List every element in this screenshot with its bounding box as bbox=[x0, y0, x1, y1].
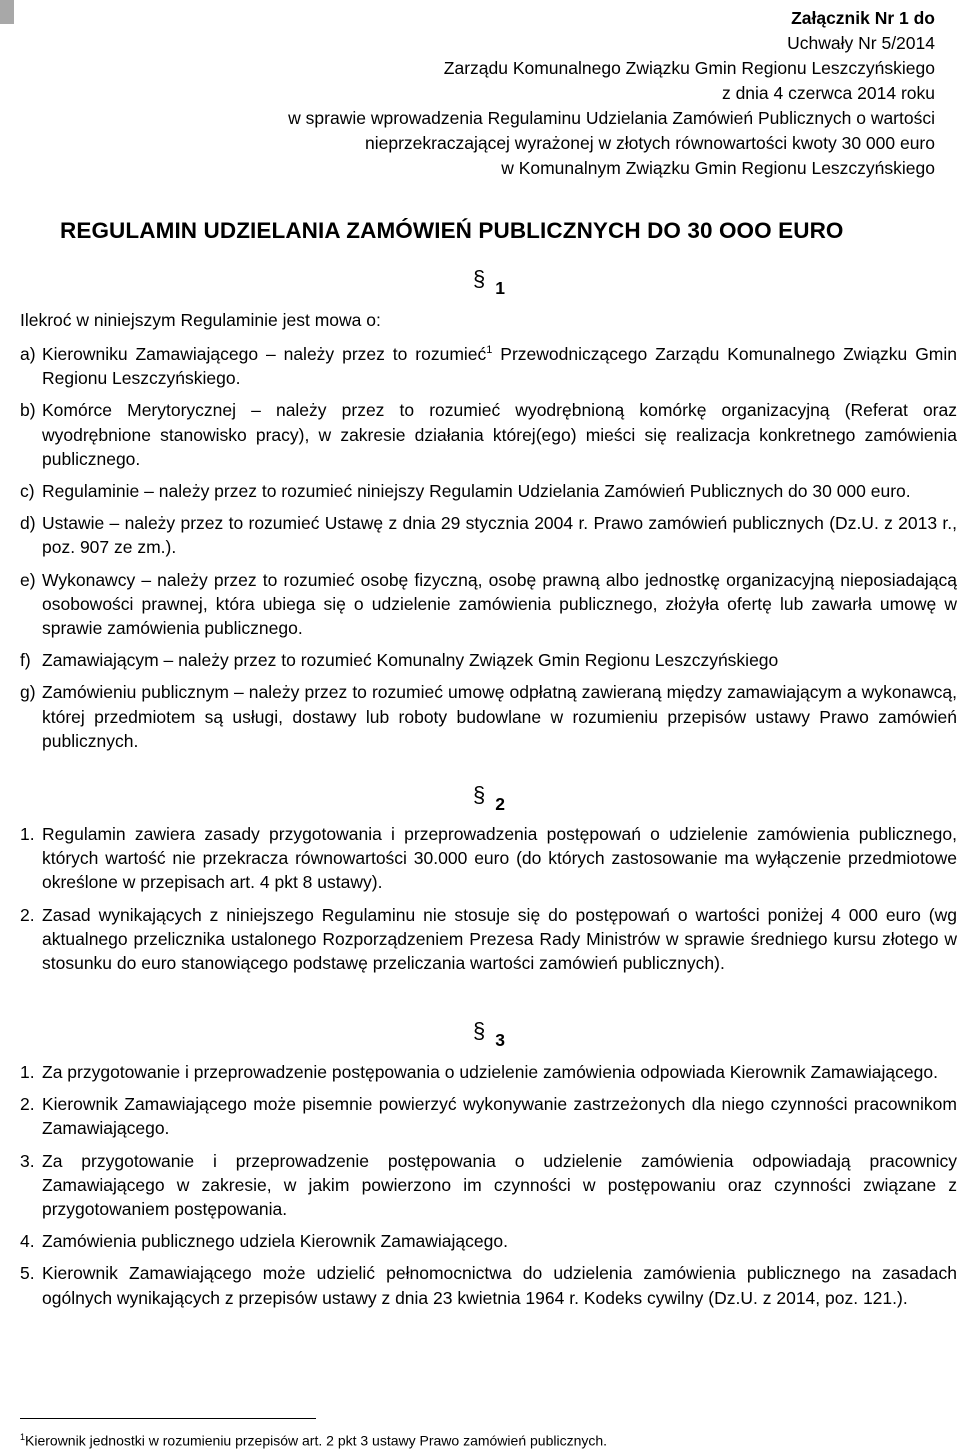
header-subject-2: nieprzekraczającej wyrażonej w złotych równowartości kwoty 30 000 euro bbox=[365, 133, 935, 153]
definition-item: d) Ustawie – należy przez to rozumieć Ustawę z dnia 29 stycznia 2004 r. Prawo zamówień publicznych (Dz.U. z 2013 r., poz. 907 ze zm.). bbox=[20, 513, 957, 558]
section-symbol: § bbox=[473, 266, 486, 291]
definition-item: g) Zamówieniu publicznym – należy przez to rozumieć umowę odpłatną zawieraną między zamawiającym a wykonawcą, której przedmiotem są usługi, dostawy lub roboty budowlane w rozumieniu przepisów ustawy Prawo zamówień publicznych. bbox=[20, 682, 957, 751]
section-3-list bbox=[20, 1060, 957, 1310]
definition-item: a) Kierowniku Zamawiającego – należy przez to rozumieć$^1$ Przewodniczącego Zarządu Komunalnego Związku Gmin Regionu Leszczyńskiego. bbox=[20, 344, 957, 389]
numbered-item: 1. Regulamin zawiera zasady przygotowania i przeprowadzenia postępowań o udzielenie zamówienia publicznego, których wartość nie przekracza równowartości 30.000 euro (do których zastosowanie ma wyłączenie przedmiotowe określone w przepisach art. 4 pkt 8 ustawy). bbox=[20, 824, 957, 893]
numbered-item: 2. Zasad wynikających z niniejszego Regulaminu nie stosuje się do postępowań o wartości poniżej 4 000 euro (wg aktualnego przelicznika ustalonego Rozporządzeniem Prezesa Rady Ministrów w sprawie średniego kursu złotego w stosunku do euro stanowiącego podstawę przeliczania wartości zamówień publicznych). bbox=[20, 904, 957, 974]
section-2-list bbox=[20, 822, 957, 975]
footnote-reference: 1 bbox=[486, 344, 493, 357]
footnote bbox=[20, 1432, 607, 1449]
page-title: REGULAMIN UDZIELANIA ZAMÓWIEŃ PUBLICZNYCH DO 30 OOO EURO bbox=[60, 218, 844, 243]
page-corner-marker bbox=[0, 0, 14, 24]
section-number: 2 bbox=[495, 794, 505, 814]
numbered-item: 4. Zamówienia publicznego udziela Kierownik Zamawiającego. bbox=[20, 1231, 508, 1252]
footnote-divider bbox=[20, 1418, 316, 1419]
section-2-heading bbox=[473, 782, 505, 816]
header-resolution: Uchwały Nr 5/2014 bbox=[787, 33, 935, 53]
section-symbol: § bbox=[473, 782, 486, 807]
header-subject-1: w sprawie wprowadzenia Regulaminu Udzielania Zamówień Publicznych o wartości bbox=[288, 108, 935, 128]
footnote-text: Kierownik jednostki w rozumieniu przepisów art. 2 pkt 3 ustawy Prawo zamówień publicznych. bbox=[25, 1432, 608, 1449]
section-number: 1 bbox=[495, 278, 505, 298]
numbered-item: 3. Za przygotowanie i przeprowadzenie postępowania o udzielenie zamówienia odpowiadają pracownicy Zamawiającego w zakresie, w jakim powierzono im czynności w postępowaniu oraz czynności związane z przygotowaniem postępowania. bbox=[20, 1150, 957, 1220]
header-subject-3: w Komunalnym Związku Gmin Regionu Leszczyńskiego bbox=[501, 158, 935, 178]
section-number: 3 bbox=[495, 1030, 505, 1050]
definition-item: e) Wykonawcy – należy przez to rozumieć osobę fizyczną, osobę prawną albo jednostkę organizacyjną nieposiadającą osobowości prawnej, która ubiega się o udzielenie zamówienia publicznego, złożyła ofertę lub zawarła umowę w sprawie zamówienia publicznego. bbox=[20, 569, 957, 639]
section-3-heading bbox=[473, 1018, 505, 1052]
section-1-heading bbox=[473, 266, 505, 300]
section-1-intro: Ilekroć w niniejszym Regulaminie jest mowa o: bbox=[20, 310, 381, 330]
header-date: z dnia 4 czerwca 2014 roku bbox=[721, 83, 935, 103]
numbered-item: 5. Kierownik Zamawiającego może udzielić pełnomocnictwa do udzielenia zamówienia publicznego na zasadach ogólnych wynikających z przepisów ustawy z dnia 23 kwietnia 1964 r. Kodeks cywilny (Dz.U. z 2014, poz. 121.). bbox=[20, 1263, 957, 1308]
numbered-item: 2. Kierownik Zamawiającego może pisemnie powierzyć wykonywanie zastrzeżonych dla niego czynności pracownikom Zamawiającego. bbox=[20, 1094, 957, 1139]
footnote-marker: 1 bbox=[20, 1432, 26, 1442]
section-1-list bbox=[20, 342, 957, 753]
numbered-item: 1. Za przygotowanie i przeprowadzenie postępowania o udzielenie zamówienia odpowiada Kierownik Zamawiającego. bbox=[20, 1062, 938, 1082]
definition-item: c) Regulaminie – należy przez to rozumieć niniejszy Regulamin Udzielania Zamówień Publicznych do 30 000 euro. bbox=[20, 481, 911, 502]
definition-item: b) Komórce Merytorycznej – należy przez to rozumieć wyodrębnioną komórkę organizacyjną (Referat oraz wyodrębnione stanowisko pracy), w zakresie działania której(ego) mieści się realizacja konkretnego zamówienia publicznego. bbox=[20, 400, 957, 469]
definition-item: f) Zamawiającym – należy przez to rozumieć Komunalny Związek Gmin Regionu Leszczyńskiego bbox=[20, 650, 779, 671]
header-board: Zarządu Komunalnego Związku Gmin Regionu Leszczyńskiego bbox=[443, 58, 935, 78]
document-header bbox=[35, 6, 935, 181]
section-symbol: § bbox=[473, 1018, 486, 1043]
header-annex-title: Załącznik Nr 1 do bbox=[791, 8, 935, 28]
